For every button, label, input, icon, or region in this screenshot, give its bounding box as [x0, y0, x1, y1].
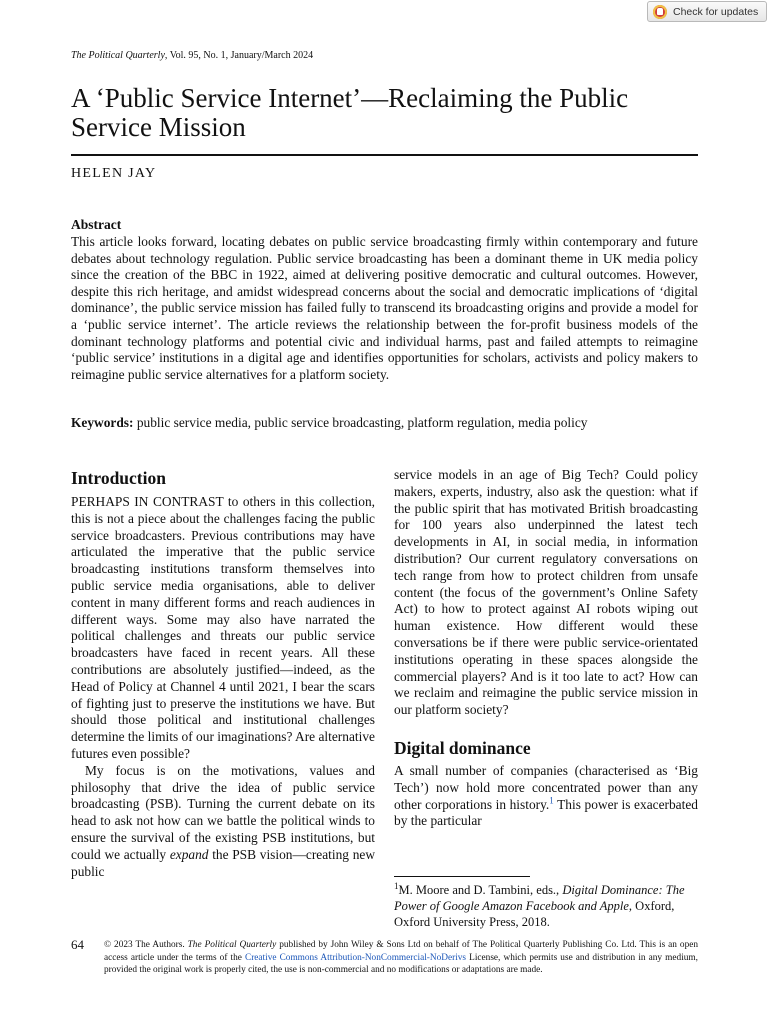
- footnote-1-number: 1: [394, 880, 399, 891]
- keywords-text: public service media, public service broadcasting, platform regulation, media policy: [133, 415, 588, 430]
- intro-paragraph-1: [71, 494, 375, 763]
- title-divider: [71, 154, 698, 156]
- footer-text-b: published by John Wiley & Sons Ltd on behalf of The Political Quarterly Publishing Co. Ltd. This is an open access article under the terms of the: [104, 940, 698, 963]
- introduction-heading: Introduction: [71, 468, 166, 488]
- keywords-label: Keywords:: [71, 415, 134, 430]
- author-name: HELEN JAY: [71, 166, 157, 181]
- intro-paragraph-2: [71, 763, 375, 881]
- right-column: [394, 467, 698, 830]
- footnote-1-book-title: Digital Dominance: The Power of Google Amazon Facebook and Apple: [394, 883, 685, 914]
- abstract-heading: Abstract: [71, 217, 122, 232]
- keywords-line: [71, 415, 698, 431]
- footnote-divider: [394, 876, 530, 877]
- footnote-1: [394, 882, 698, 931]
- abstract-text: This article looks forward, locating debates on public service broadcasting firmly within contemporary and future debates about technology regulation. Public service broadcasting has been a dominant theme in UK media policy since the creation of the BBC in 1922, aimed at delivering positive democratic and cultural outcomes. However, despite this rich heritage, and amidst widespread concerns about the social and democratic implications of ‘digital dominance’, the public service mission has failed fully to transcend its broadcasting origins and provide a model for a ‘public service internet’. The article reviews the relationship between the for-profit business models of the dominant technology platforms and potential civic and individual harms, past and failed attempts to reimagine ‘public service’ institutions in a digital age and identifies opportunities for scholars, activists and policy makers to reimagine public service alternatives for a platform society.: [71, 234, 698, 382]
- page-number: 64: [71, 937, 84, 952]
- digital-dominance-paragraph: [394, 763, 698, 830]
- digital-dominance-text-b: This power is exacerbated by the particular: [394, 796, 698, 829]
- intro-paragraph-2-b: the PSB vision—creating new public: [71, 846, 375, 879]
- footer-text-a: © 2023 The Authors.: [104, 940, 188, 950]
- article-title: A ‘Public Service Internet’—Reclaiming the Public Service Mission: [71, 83, 629, 142]
- footer-journal-name: The Political Quarterly: [187, 940, 277, 950]
- left-column: [71, 468, 375, 880]
- journal-citation: [71, 50, 313, 61]
- crossmark-icon: [653, 5, 667, 19]
- check-for-updates-label: Check for updates: [673, 5, 759, 18]
- journal-issue: , Vol. 95, No. 1, January/March 2024: [164, 50, 314, 61]
- intro-paragraph-2-a: My focus is on the motivations, values and philosophy that drive the idea of public service broadcasting (PSB). Turning the current debate on its head to ask not how can we battle the political winds to ensure the survival of the existing PSB institutions, but could we actually: [71, 762, 375, 862]
- digital-dominance-heading: Digital dominance: [394, 737, 531, 758]
- license-link[interactable]: Creative Commons Attribution-NonCommercial-NoDerivs: [245, 952, 467, 963]
- journal-name: The Political Quarterly: [71, 50, 165, 61]
- footnote-1-text-a: M. Moore and D. Tambini, eds.,: [398, 883, 563, 897]
- intro-paragraph-2-emphasis: expand: [169, 846, 209, 862]
- intro-paragraph-3: service models in an age of Big Tech? Could policy makers, experts, industry, also ask the question: what if the public spirit that has motivated British broadcasting for 100 years also underpinned the latest tech developments in AI, in social media, in information distribution? Our current regulatory conversations on tech range from how to protect children from unsafe content (the focus of the government’s Online Safety Act) to how to protect against AI robots wiping out human existence. How different would these conversations be if there were public service-orientated institutions operating in these spaces alongside the commercial players? And is it too late to act? How can we reclaim and reimagine the public service mission in our platform society?: [394, 467, 698, 718]
- check-for-updates-button[interactable]: [647, 1, 767, 22]
- footnote-1-link[interactable]: 1: [549, 795, 554, 806]
- copyright-footer: [104, 939, 698, 977]
- footer-text-c: License, which permits use and distribution in any medium, provided the original work is properly cited, the use is non-commercial and no modifications or adaptations are made.: [104, 952, 698, 976]
- intro-paragraph-1-text: to others in this collection, this is not a piece about the challenges facing the public service broadcasters. Previous contributions may have articulated the imperative that the public service broadcasting institutions transform themselves into public service media organisations, able to deliver content in many different forms and reach audiences in different ways. Some may also have narrated the political challenges and threats our public service broadcasters have faced in recent years. All these contributions are absolutely justified—indeed, as the Head of Policy at Channel 4 until 2021, I bear the scars of fighting just to preserve the institutions we have. But should those political and institutional challenges determine the limits of our imaginations? Are alternative futures even possible?: [71, 494, 375, 761]
- digital-dominance-text: A small number of companies (characterised as ‘Big Tech’) now hold more concentrated power than any other corporations in history.: [394, 762, 698, 812]
- intro-lead-caps: PERHAPS IN CONTRAST: [71, 494, 224, 509]
- footnote-1-text-b: , Oxford, Oxford University Press, 2018.: [394, 899, 675, 930]
